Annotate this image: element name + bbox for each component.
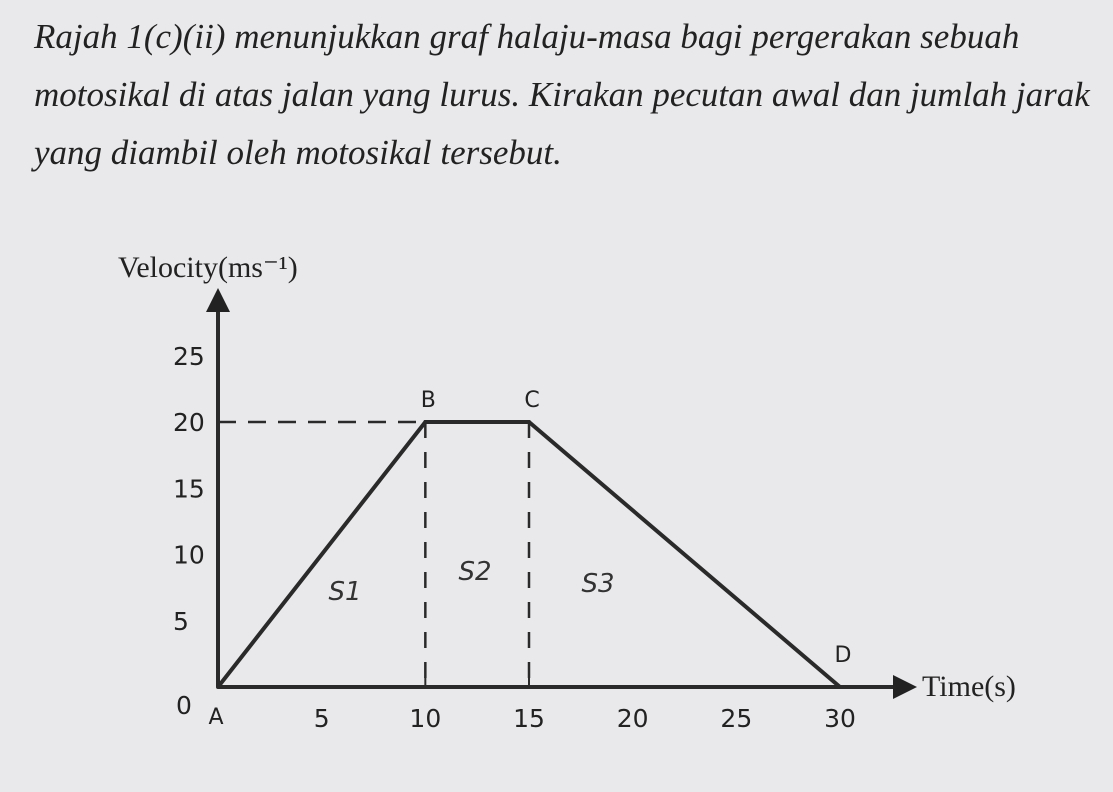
y-axis-label: Velocity(ms⁻¹) [118, 251, 298, 284]
point-label-d: D [834, 643, 852, 668]
y-tick-label: 10 [173, 540, 205, 570]
x-tick-label: 25 [720, 704, 753, 733]
x-axis-label: Time(s) [922, 670, 1016, 703]
x-tick-label: 10 [409, 704, 442, 733]
x-tick-label: 30 [824, 704, 856, 733]
x-tick-label: 15 [513, 704, 545, 733]
data-point [838, 685, 842, 689]
chart-labels [173, 342, 856, 733]
y-tick-label: 20 [173, 408, 205, 437]
data-point [216, 685, 220, 689]
y-tick-label: 5 [173, 606, 189, 636]
data-point [527, 420, 531, 424]
y-tick-label: 15 [173, 474, 205, 504]
point-label-a: A [208, 705, 224, 730]
data-point [423, 420, 427, 424]
chart-axes [218, 300, 905, 687]
annotation-s1: S1 [328, 577, 362, 607]
annotation-s2: S2 [458, 557, 492, 587]
question-line-2: motosikal di atas jalan yang lurus. Kirakan pecutan awal dan jumlah jarak [34, 75, 1090, 114]
question-line-1: Rajah 1(c)(ii) menunjukkan graf halaju-masa bagi pergerakan sebuah [34, 17, 1020, 56]
chart-guide-lines [218, 422, 529, 687]
point-label-c: C [524, 388, 540, 413]
question-line-3: yang diambil oleh motosikal tersebut. [34, 133, 562, 172]
y-tick-label: 0 [176, 691, 192, 720]
y-tick-label: 25 [173, 341, 205, 371]
x-tick-label: 20 [616, 704, 649, 733]
point-label-b: B [420, 388, 436, 413]
x-tick-label: 5 [313, 704, 330, 733]
annotation-s3: S3 [581, 569, 615, 599]
